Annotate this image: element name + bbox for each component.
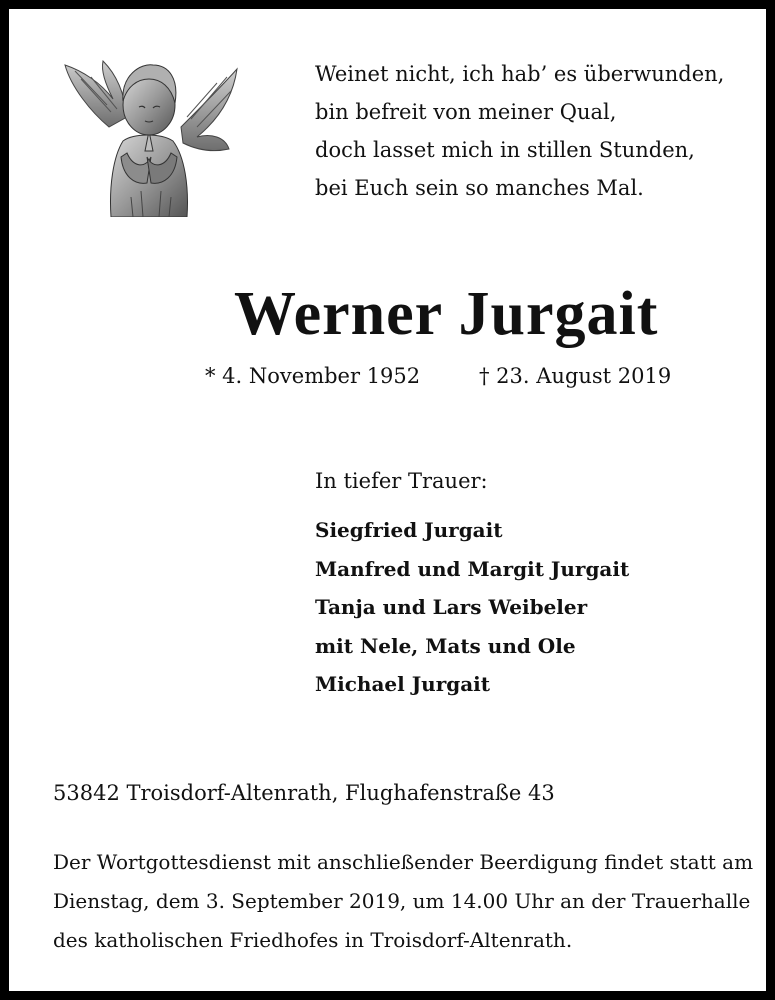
praying-angel-icon <box>61 57 239 217</box>
birth-date: * 4. November 1952 <box>205 364 421 388</box>
poem <box>315 55 724 207</box>
obituary-card <box>9 9 766 991</box>
service-line: Der Wortgottesdienst mit anschließender Beerdigung findet statt am <box>53 850 754 874</box>
mourner: Siegfried Jurgait <box>315 518 503 542</box>
poem-line: bin befreit von meiner Qual, <box>315 100 617 124</box>
address: 53842 Troisdorf-Altenrath, Flughafenstraße 43 <box>53 781 555 805</box>
mourning-heading: In tiefer Trauer: <box>315 469 488 493</box>
poem-line: doch lasset mich in stillen Stunden, <box>315 138 695 162</box>
deceased-name: Werner Jurgait <box>234 280 659 348</box>
poem-line: Weinet nicht, ich hab’ es überwunden, <box>315 62 725 86</box>
death-date: † 23. August 2019 <box>479 364 672 388</box>
mourner: Tanja und Lars Weibeler <box>315 595 588 619</box>
mourner: mit Nele, Mats und Ole <box>315 633 576 658</box>
service-line: Dienstag, dem 3. September 2019, um 14.00 Uhr an der Trauerhalle <box>53 889 751 913</box>
mourner: Michael Jurgait <box>315 672 491 696</box>
mourners-list <box>315 511 629 704</box>
mourner: Manfred und Margit Jurgait <box>315 556 630 581</box>
poem-line: bei Euch sein so manches Mal. <box>315 176 644 200</box>
service-info <box>53 843 753 960</box>
service-line: des katholischen Friedhofes in Troisdorf-Altenrath. <box>53 928 573 952</box>
